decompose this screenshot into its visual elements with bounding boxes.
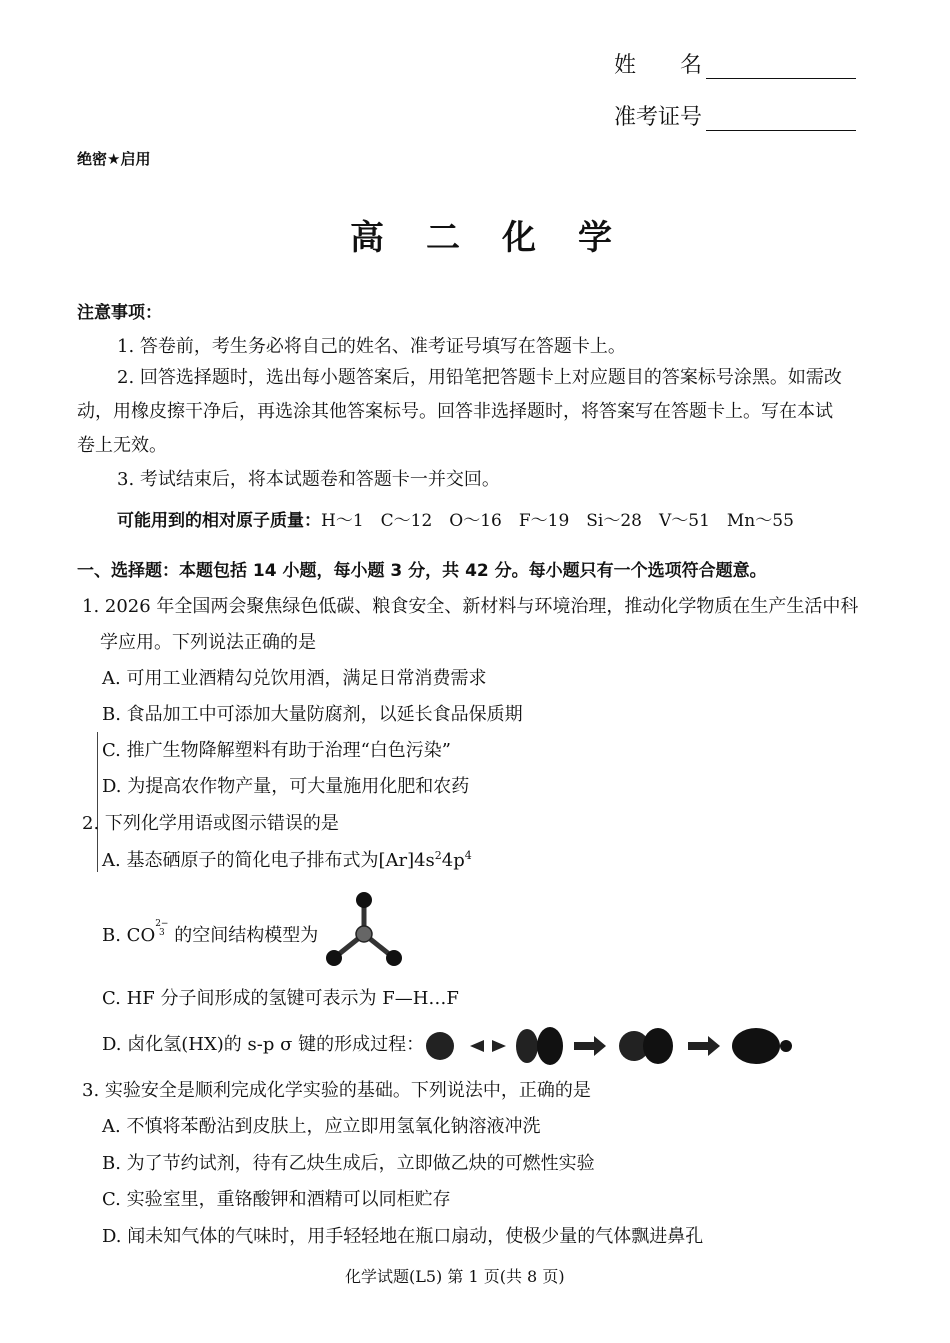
q2-option-a-mid: 4p	[441, 850, 465, 871]
p-orbital-icon	[516, 1029, 538, 1063]
secret-mark: 绝密★启用	[77, 150, 151, 168]
name-blank[interactable]	[706, 58, 856, 79]
q2-option-b-suffix: 的空间结构模型为	[168, 925, 319, 946]
q2-option-a	[102, 850, 472, 872]
page-title: 高二化学	[350, 218, 654, 258]
s-p-sigma-bond-formation-diagram	[422, 1022, 802, 1070]
q3-stem: 3. 实验安全是顺利完成化学实验的基础。下列说法中，正确的是	[82, 1080, 591, 1101]
q2-option-b-charge	[155, 920, 168, 938]
atomic-mass-row	[117, 510, 794, 532]
q1-stem-line-2: 学应用。下列说法正确的是	[100, 632, 316, 653]
q2-option-d: D. 卤化氢(HX)的 s-p σ 键的形成过程：	[102, 1034, 425, 1055]
q3-option-b: B. 为了节约试剂，待有乙炔生成后，立即做乙炔的可燃性实验	[102, 1153, 595, 1174]
q2-option-a-sup-2: 4	[464, 849, 472, 862]
notice-item-2-line-3: 卷上无效。	[77, 435, 167, 456]
atomic-mass-values: H～1 C～12 O～16 F～19 Si～28 V～51 Mn～55	[321, 511, 794, 531]
sigma-bond-icon	[732, 1028, 780, 1064]
q2-option-b	[102, 920, 318, 947]
q3-option-a: A. 不慎将苯酚沾到皮肤上，应立即用氢氧化钠溶液冲洗	[102, 1116, 541, 1137]
q1-option-b: B. 食品加工中可添加大量防腐剂，以延长食品保质期	[102, 704, 523, 725]
atomic-mass-label: 可能用到的相对原子质量：	[117, 511, 321, 531]
q1-option-c: C. 推广生物降解塑料有助于治理“白色污染”	[102, 740, 451, 761]
notice-item-3: 3. 考试结束后，将本试题卷和答题卡一并交回。	[117, 469, 500, 490]
notice-item-1: 1. 答卷前，考生务必将自己的姓名、准考证号填写在答题卡上。	[117, 336, 626, 357]
q1-option-a: A. 可用工业酒精勾兑饮用酒，满足日常消费需求	[102, 668, 487, 689]
exam-number-field[interactable]	[614, 100, 856, 131]
exam-number-label: 准考证号	[614, 105, 703, 130]
exam-number-blank[interactable]	[706, 110, 856, 131]
q1-option-d: D. 为提高农作物产量，可大量施用化肥和农药	[102, 776, 470, 797]
q1-stem-line-1: 1. 2026 年全国两会聚焦绿色低碳、粮食安全、新材料与环境治理，推动化学物质在生产生活中科	[82, 596, 859, 617]
notice-heading: 注意事项：	[77, 303, 162, 323]
q3-option-d: D. 闻未知气体的气味时，用手轻轻地在瓶口扇动，使极少量的气体飘进鼻孔	[102, 1226, 704, 1247]
section-1-heading: 一、选择题：本题包括 14 小题，每小题 3 分，共 42 分。每小题只有一个选项符合题意。	[77, 561, 767, 581]
q3-option-c: C. 实验室里，重铬酸钾和酒精可以同柜贮存	[102, 1189, 451, 1210]
carbonate-planar-model-icon	[322, 890, 408, 972]
name-field[interactable]	[614, 48, 856, 79]
q2-option-a-prefix: A. 基态硒原子的简化电子排布式为[Ar]4s	[102, 850, 435, 871]
q2-option-b-sup: 2−	[155, 919, 169, 929]
s-orbital-icon	[426, 1032, 454, 1060]
page-footer: 化学试题(L5) 第 1 页(共 8 页)	[345, 1267, 565, 1286]
name-label: 姓 名	[614, 53, 703, 78]
q2-option-c: C. HF 分子间形成的氢键可表示为 F—H…F	[102, 988, 459, 1009]
q2-option-a-sup-1: 2	[434, 849, 442, 862]
notice-item-2-line-2: 动，用橡皮擦干净后，再选涂其他答案标号。回答非选择题时，将答案写在答题卡上。写在本试	[77, 401, 833, 422]
q2-option-b-sub: 3	[158, 928, 165, 938]
margin-bracket-mark	[97, 732, 98, 872]
notice-item-2-line-1: 2. 回答选择题时，选出每小题答案后，用铅笔把答题卡上对应题目的答案标号涂黑。如需改	[117, 367, 842, 388]
q2-option-b-prefix: B. CO	[102, 925, 156, 946]
q2-stem: 2. 下列化学用语或图示错误的是	[82, 813, 339, 834]
